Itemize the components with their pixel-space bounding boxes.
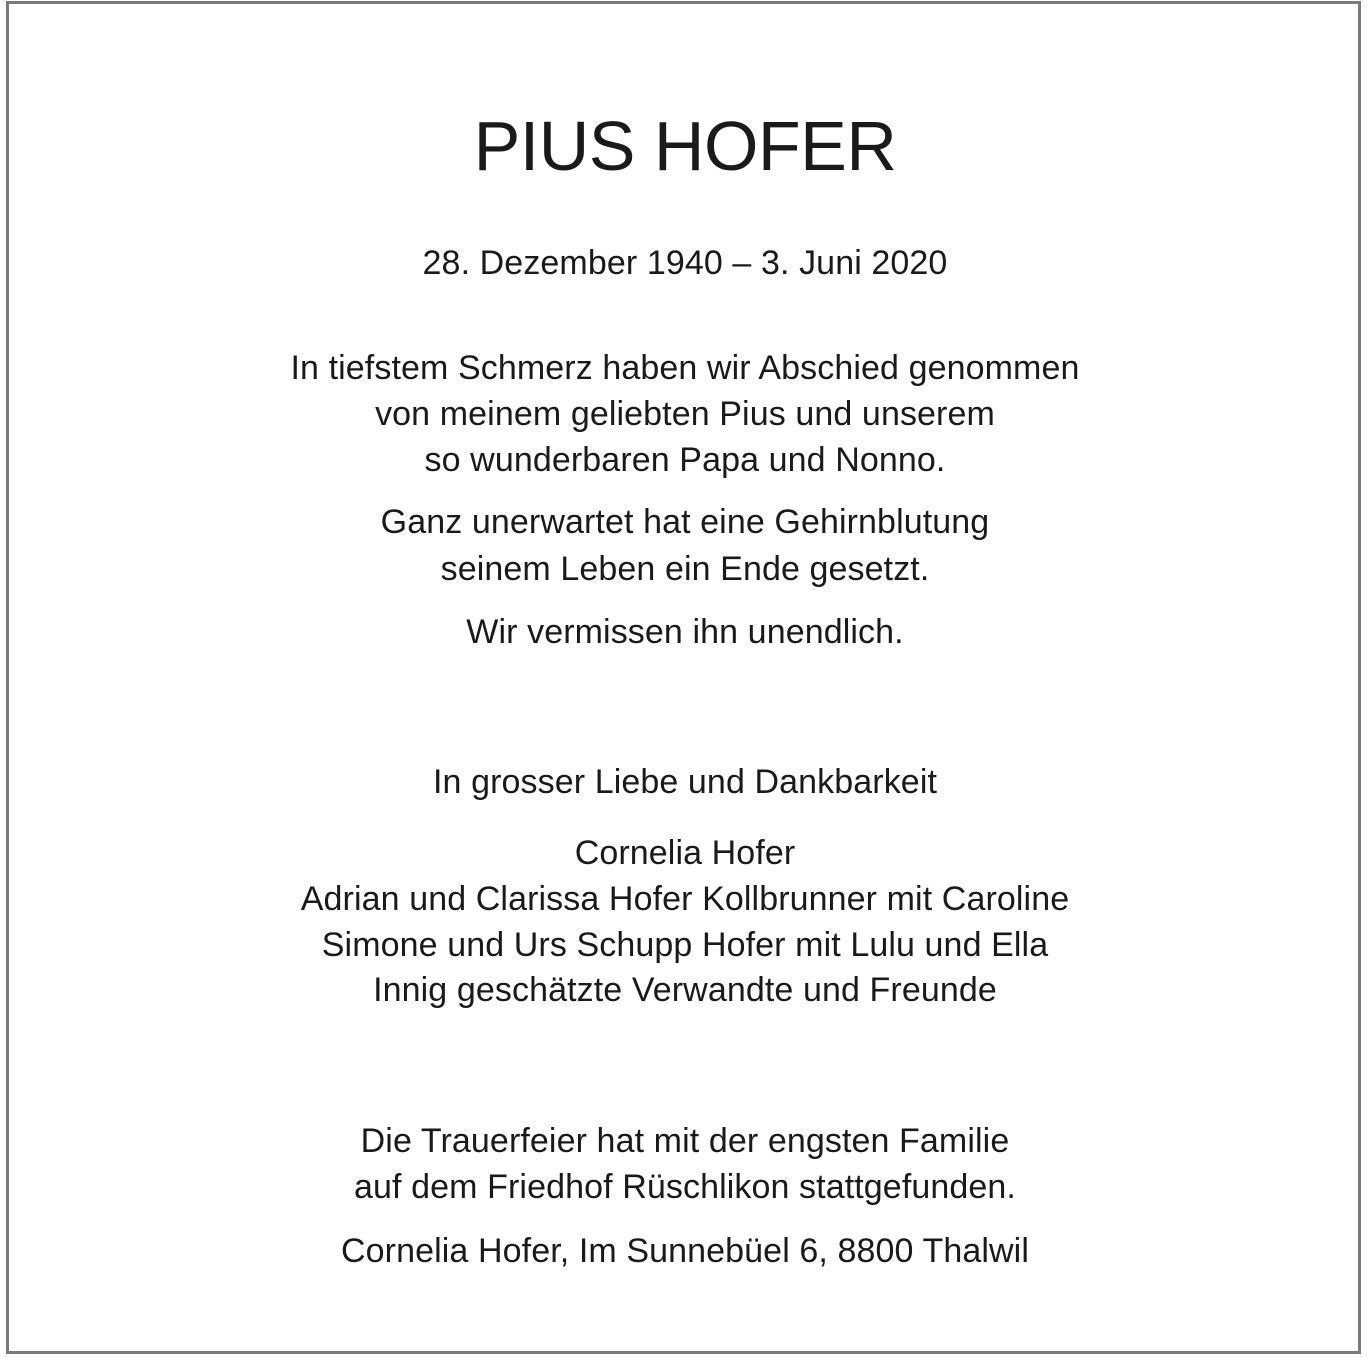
message-line: In tiefstem Schmerz haben wir Abschied genommen bbox=[290, 349, 1080, 387]
message-line: Ganz unerwartet hat eine Gehirnblutung bbox=[380, 503, 990, 541]
message-line: von meinem geliebten Pius und unserem bbox=[375, 395, 995, 433]
deceased-name: PIUS HOFER bbox=[473, 107, 897, 185]
mourner-line: Adrian und Clarissa Hofer Kollbrunner mit Caroline bbox=[300, 880, 1070, 918]
life-dates: 28. Dezember 1940 – 3. Juni 2020 bbox=[422, 244, 948, 282]
mourner-line: Cornelia Hofer bbox=[574, 834, 796, 872]
ceremony-line: Die Trauerfeier hat mit der engsten Familie bbox=[360, 1122, 1010, 1160]
mourner-line: Simone und Urs Schupp Hofer mit Lulu und Ella bbox=[321, 926, 1049, 964]
message-line: seinem Leben ein Ende gesetzt. bbox=[440, 550, 930, 588]
ceremony-line: auf dem Friedhof Rüschlikon stattgefunden. bbox=[354, 1168, 1016, 1206]
mourner-line: Innig geschätzte Verwandte und Freunde bbox=[373, 971, 997, 1009]
message-line: so wunderbaren Papa und Nonno. bbox=[424, 441, 946, 479]
contact-address: Cornelia Hofer, Im Sunnebüel 6, 8800 Thalwil bbox=[341, 1232, 1029, 1270]
message-line: Wir vermissen ihn unendlich. bbox=[466, 613, 904, 651]
closing-line: In grosser Liebe und Dankbarkeit bbox=[432, 763, 938, 801]
